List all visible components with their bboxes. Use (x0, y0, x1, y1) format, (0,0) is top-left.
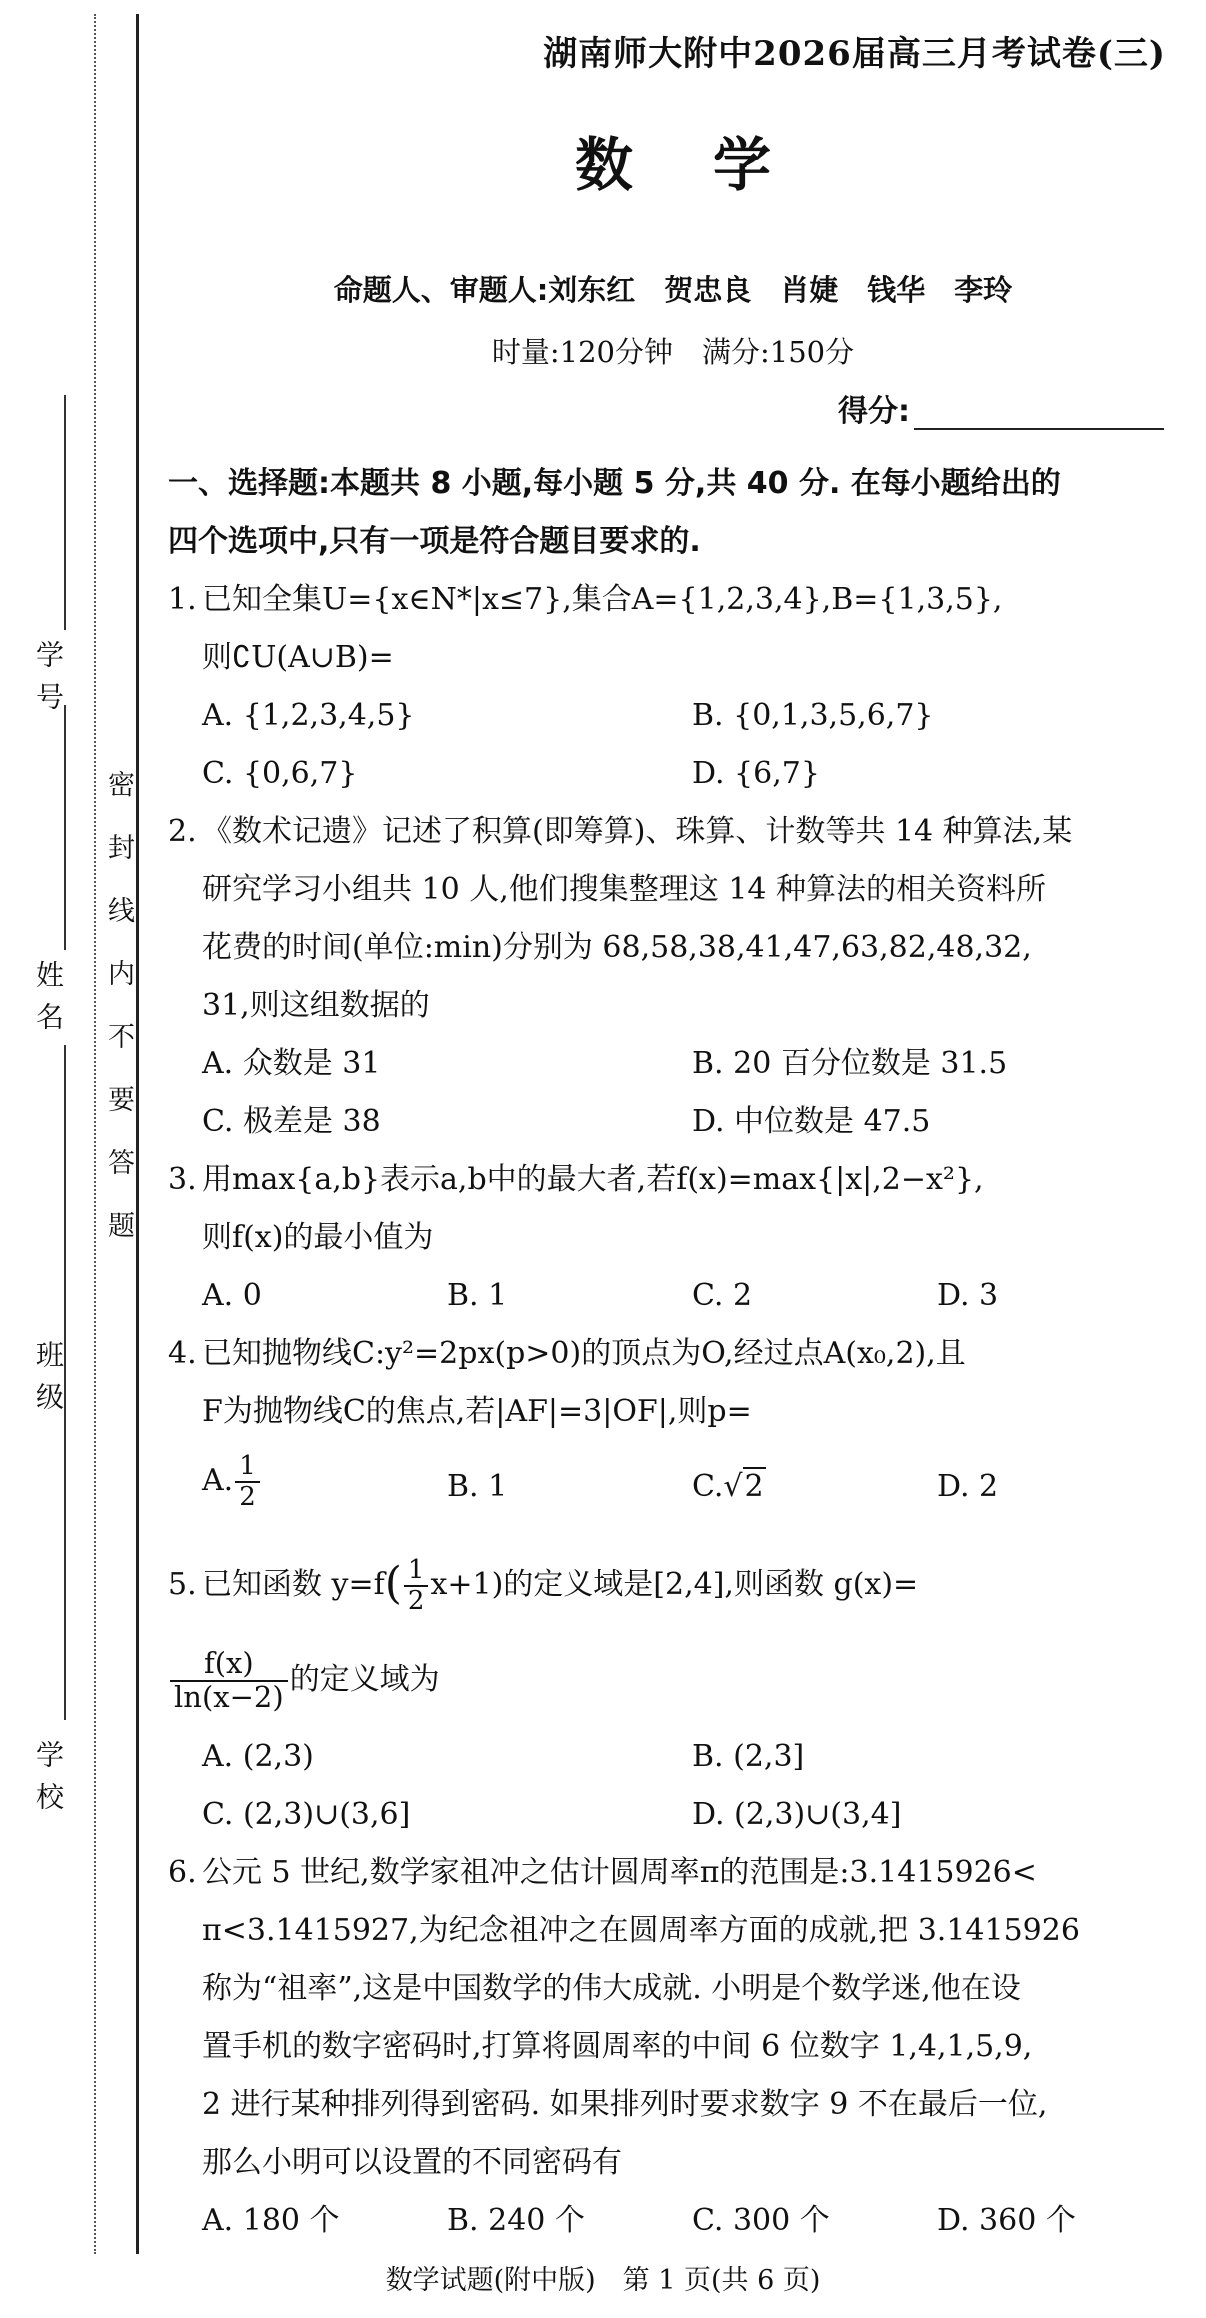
option-b[interactable]: B. {0,1,3,5,6,7} (692, 698, 934, 733)
option-a[interactable]: A. 众数是 31 (202, 1046, 381, 1081)
question-3-options (202, 1267, 1178, 1325)
question-2 (168, 803, 1178, 1035)
fraction-numerator: 1 (235, 1452, 260, 1483)
field-line-name (64, 705, 66, 950)
question-text: 2 进行某种排列得到密码. 如果排列时要求数字 9 不在最后一位, (202, 2087, 1048, 2122)
question-text: 那么小明可以设置的不同密码有 (202, 2145, 622, 2180)
option-d[interactable]: D. {6,7} (692, 756, 820, 791)
question-text: 研究学习小组共 10 人,他们搜集整理这 14 种算法的相关资料所 (202, 872, 1047, 907)
field-label-school: 学校 (32, 1740, 65, 1824)
section-heading (168, 455, 1178, 571)
question-5-options (202, 1728, 1178, 1844)
score-field (838, 386, 1164, 430)
question-text: F为抛物线C的焦点,若|AF|=3|OF|,则p= (202, 1394, 752, 1429)
score-blank[interactable] (914, 398, 1164, 430)
question-text: 31,则这组数据的 (202, 988, 430, 1023)
option-d[interactable]: D. 3 (937, 1278, 999, 1313)
question-text: 公元 5 世纪,数学家祖冲之估计圆周率π的范围是:3.1415926< (202, 1855, 1037, 1890)
exam-title: 湖南师大附中2026届高三月考试卷(三) (543, 34, 1166, 74)
option-d[interactable]: D. (2,3)∪(3,4] (692, 1797, 902, 1832)
field-line-student-id (64, 395, 66, 630)
question-4-options (202, 1448, 1178, 1526)
question-text: 花费的时间(单位:min)分别为 68,58,38,41,47,63,82,48,32, (202, 930, 1032, 965)
question-text: 已知抛物线C:y²=2px(p>0)的顶点为O,经过点A(x₀,2),且 (202, 1336, 966, 1371)
page-footer: 数学试题(附中版) 第 1 页(共 6 页) (385, 2265, 821, 2296)
fraction (170, 1648, 288, 1714)
field-label-student-id: 学号 (32, 640, 65, 724)
fraction-denominator: 2 (407, 1586, 425, 1616)
option-a[interactable]: A. (2,3) (202, 1739, 314, 1774)
authors-line: 命题人、审题人:刘东红 贺忠良 肖婕 钱华 李玲 (333, 273, 1013, 307)
option-d[interactable]: D. 360 个 (937, 2203, 1076, 2238)
fraction-numerator: f(x) (170, 1648, 288, 1682)
question-4 (168, 1325, 1178, 1441)
question-number: 5. (168, 1567, 197, 1602)
question-number: 4. (168, 1336, 197, 1371)
fraction-numerator: 1 (404, 1556, 429, 1587)
binding-margin (0, 0, 140, 2318)
question-number: 1. (168, 582, 197, 617)
question-text: 称为“祖率”,这是中国数学的伟大成就. 小明是个数学迷,他在设 (202, 1971, 1021, 2006)
question-5: 5. 已知函数 y=f( $\frac{1}{2}$ x+1)的定义域是[2,4],则函数 g(x)= $\frac{f(x)}{\ln(x-2)}$ 的定义域为 (168, 1548, 1178, 1718)
question-text: 《数术记遗》记述了积算(即筹算)、珠算、计数等共 14 种算法,某 (202, 814, 1073, 849)
option-a-label: A. (202, 1463, 234, 1498)
option-a[interactable]: A. 0 (202, 1278, 262, 1313)
question-text: 则f(x)的最小值为 (202, 1220, 434, 1255)
question-number: 6. (168, 1855, 197, 1890)
option-c[interactable]: C. (2,3)∪(3,6] (202, 1797, 411, 1832)
question-text: 用max{a,b}表示a,b中的最大者,若f(x)=max{|x|,2−x²}, (202, 1162, 984, 1197)
dotted-seal-line (94, 14, 96, 2254)
question-text: π<3.1415927,为纪念祖冲之在圆周率方面的成就,把 3.1415926 (202, 1913, 1080, 1948)
question-text: 已知函数 y=f (202, 1567, 385, 1602)
option-b[interactable]: B. 1 (447, 1469, 508, 1504)
option-b[interactable]: B. 240 个 (447, 2203, 585, 2238)
option-c[interactable]: C. 极差是 38 (202, 1104, 381, 1139)
fraction (404, 1556, 429, 1615)
question-1 (168, 571, 1178, 687)
fraction-denominator: ln(x−2) (174, 1680, 284, 1714)
option-d[interactable]: D. 中位数是 47.5 (692, 1104, 931, 1139)
seal-warning-text: 密封线内不要答题 (103, 770, 134, 1274)
option-a[interactable]: A. 180 个 (202, 2203, 340, 2238)
option-c[interactable]: C. {0,6,7} (202, 756, 358, 791)
fraction-denominator: 2 (239, 1482, 256, 1512)
field-line-class (64, 1045, 66, 1325)
question-6-options (202, 2192, 1178, 2250)
field-label-name: 姓名 (32, 960, 65, 1044)
section-heading-line2: 四个选项中,只有一项是符合题目要求的. (168, 524, 701, 559)
time-info: 时量:120分钟 满分:150分 (491, 335, 855, 369)
exam-page (168, 0, 1178, 2318)
question-text: 的定义域为 (289, 1662, 440, 1697)
option-c[interactable]: C. 2 (692, 1278, 753, 1313)
option-a[interactable]: A. {1,2,3,4,5} (202, 698, 415, 733)
question-2-options (202, 1035, 1178, 1151)
subject-title: 数学 (574, 131, 851, 199)
question-3 (168, 1151, 1178, 1267)
question-number: 3. (168, 1162, 197, 1197)
section-heading-line1: 一、选择题:本题共 8 小题,每小题 5 分,共 40 分. 在每小题给出的 (168, 466, 1061, 501)
field-label-class: 班级 (32, 1340, 65, 1424)
option-b[interactable]: B. 20 百分位数是 31.5 (692, 1046, 1008, 1081)
option-b[interactable]: B. 1 (447, 1278, 508, 1313)
question-1-options (202, 687, 1178, 803)
option-b[interactable]: B. (2,3] (692, 1739, 805, 1774)
fraction (235, 1452, 260, 1511)
question-text: 置手机的数字密码时,打算将圆周率的中间 6 位数字 1,4,1,5,9, (202, 2029, 1033, 2064)
option-a[interactable] (202, 1452, 262, 1512)
option-c[interactable]: C. 300 个 (692, 2203, 830, 2238)
option-d[interactable]: D. 2 (937, 1469, 999, 1504)
sqrt-radicand: 2 (744, 1469, 764, 1504)
question-text: 已知全集U={x∈N*|x≤7},集合A={1,2,3,4},B={1,3,5}, (202, 582, 1003, 617)
question-number: 2. (168, 814, 197, 849)
question-6 (168, 1844, 1178, 2192)
question-text: x+1)的定义域是[2,4],则函数 g(x)= (430, 1567, 919, 1602)
score-label: 得分: (838, 394, 910, 429)
option-c-label: C. (692, 1469, 724, 1504)
question-text: 则∁U(A∪B)= (202, 640, 394, 675)
option-c[interactable]: C.√2 (692, 1469, 764, 1504)
